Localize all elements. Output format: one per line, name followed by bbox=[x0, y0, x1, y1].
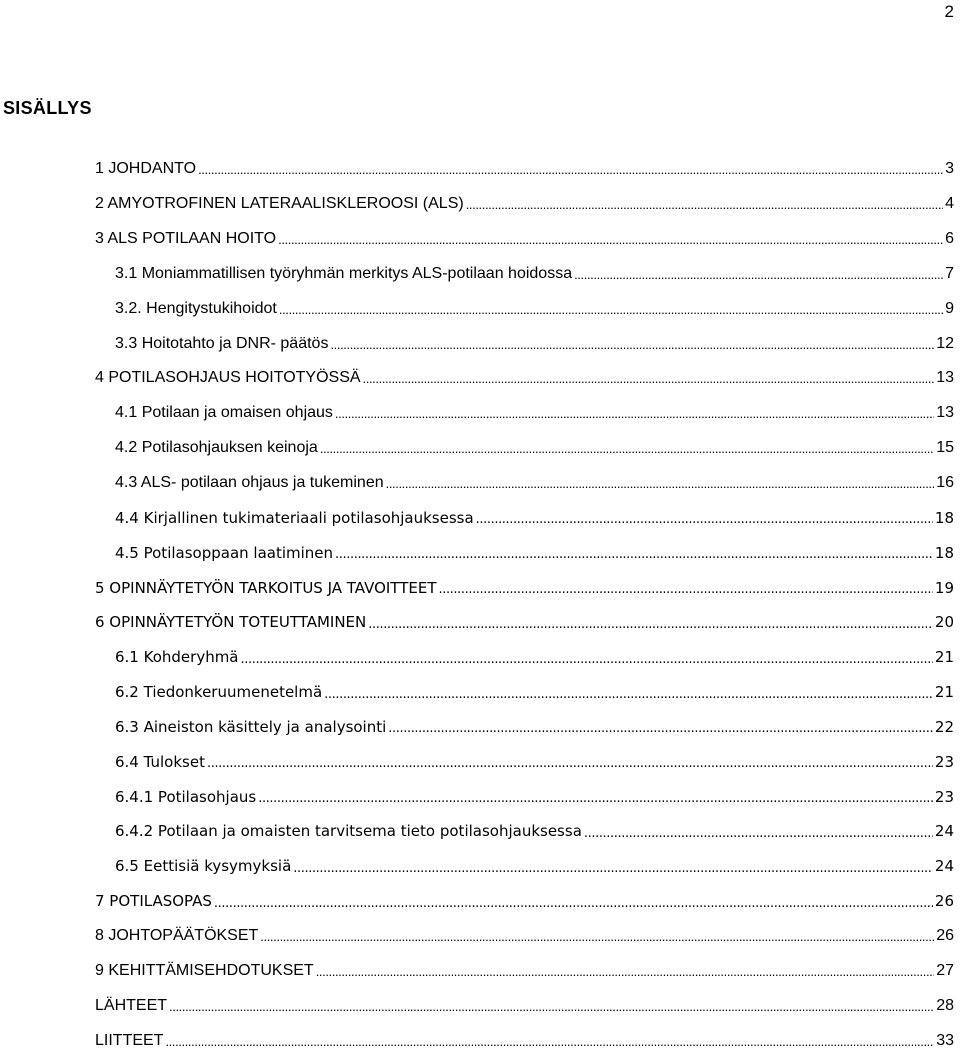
toc-dot-leader bbox=[386, 476, 935, 492]
toc-entry-page: 21 bbox=[934, 648, 954, 667]
toc-entry-title: 6.3 Aineiston käsittely ja analysointi bbox=[115, 717, 387, 736]
toc-dot-leader bbox=[278, 232, 943, 248]
toc-dot-leader bbox=[260, 929, 934, 945]
toc-entry[interactable] bbox=[0, 744, 960, 779]
toc-dot-leader bbox=[584, 825, 933, 840]
toc-dot-leader bbox=[258, 790, 933, 805]
toc-entry-page: 18 bbox=[934, 543, 954, 562]
toc-entry[interactable] bbox=[0, 884, 960, 919]
toc-entry[interactable] bbox=[0, 814, 960, 849]
toc-entry-title: 2 AMYOTROFINEN LATERAALISKLEROOSI (ALS) bbox=[95, 195, 464, 213]
toc-entry-page: 18 bbox=[934, 508, 954, 527]
toc-entry-title: 7 POTILASOPAS bbox=[95, 892, 212, 911]
toc-entry-page: 26 bbox=[936, 926, 954, 944]
toc-entry[interactable] bbox=[0, 187, 960, 222]
toc-dot-leader bbox=[279, 302, 943, 318]
toc-entry-page: 19 bbox=[934, 578, 954, 597]
toc-entry-page: 3 bbox=[945, 160, 954, 178]
toc-entry-page: 33 bbox=[936, 1031, 954, 1049]
toc-dot-leader bbox=[320, 441, 934, 457]
toc-entry[interactable] bbox=[0, 675, 960, 710]
toc-entry-page: 12 bbox=[936, 334, 954, 352]
toc-entry-page: 16 bbox=[936, 474, 954, 492]
toc-entry-title: 4.5 Potilasoppaan laatiminen bbox=[115, 543, 334, 562]
toc-entry-title: 8 JOHTOPÄÄTÖKSET bbox=[95, 926, 259, 944]
toc-entry-page: 24 bbox=[934, 857, 954, 876]
toc-entry[interactable] bbox=[0, 291, 960, 326]
toc-dot-leader bbox=[241, 651, 933, 666]
toc-entry-title: 6.4 Tulokset bbox=[115, 752, 205, 771]
table-of-contents bbox=[0, 152, 960, 1058]
toc-entry[interactable] bbox=[0, 710, 960, 745]
toc-entry[interactable] bbox=[0, 953, 960, 988]
toc-entry-page: 13 bbox=[936, 369, 954, 387]
toc-dot-leader bbox=[207, 755, 933, 770]
toc-entry-page: 20 bbox=[934, 613, 954, 632]
toc-entry[interactable] bbox=[0, 466, 960, 501]
toc-dot-leader bbox=[165, 1034, 934, 1050]
toc-entry-title: 9 KEHITTÄMISEHDOTUKSET bbox=[95, 961, 314, 979]
toc-dot-leader bbox=[335, 406, 934, 422]
toc-dot-leader bbox=[363, 371, 935, 387]
toc-entry-page: 4 bbox=[945, 195, 954, 213]
toc-entry-title: 6.1 Kohderyhmä bbox=[115, 648, 239, 667]
toc-entry-page: 26 bbox=[934, 892, 954, 911]
toc-entry-page: 6 bbox=[945, 230, 954, 248]
toc-entry-title: 4.1 Potilaan ja omaisen ohjaus bbox=[115, 404, 333, 422]
toc-entry[interactable] bbox=[0, 640, 960, 675]
toc-entry-title: 3.1 Moniammatillisen työryhmän merkitys ALS-potilaan hoidossa bbox=[115, 264, 573, 282]
toc-entry-title: 4.3 ALS- potilaan ohjaus ja tukeminen bbox=[115, 474, 384, 492]
toc-entry[interactable] bbox=[0, 222, 960, 257]
toc-entry-title: 3.3 Hoitotahto ja DNR- päätös bbox=[115, 334, 329, 352]
toc-dot-leader bbox=[316, 964, 935, 980]
toc-entry-title: 4.4 Kirjallinen tukimateriaali potilasohjauksessa bbox=[115, 508, 474, 527]
toc-entry[interactable] bbox=[0, 570, 960, 605]
toc-dot-leader bbox=[388, 720, 933, 735]
toc-entry-title: 6.4.1 Potilasohjaus bbox=[115, 787, 257, 806]
toc-entry[interactable] bbox=[0, 535, 960, 570]
toc-dot-leader bbox=[324, 686, 933, 701]
toc-entry-page: 24 bbox=[934, 822, 954, 841]
toc-dot-leader bbox=[438, 581, 932, 596]
toc-heading: SISÄLLYS bbox=[3, 98, 92, 118]
toc-entry-title: 4.2 Potilasohjauksen keinoja bbox=[115, 439, 318, 457]
toc-entry-title: 6.5 Eettisiä kysymyksiä bbox=[115, 857, 292, 876]
toc-entry[interactable] bbox=[0, 431, 960, 466]
toc-dot-leader bbox=[368, 616, 933, 631]
toc-entry-title: LIITTEET bbox=[95, 1031, 164, 1049]
toc-dot-leader bbox=[476, 511, 933, 526]
toc-entry-page: 13 bbox=[936, 404, 954, 422]
toc-entry[interactable] bbox=[0, 500, 960, 535]
toc-entry[interactable] bbox=[0, 988, 960, 1023]
toc-entry[interactable] bbox=[0, 919, 960, 954]
toc-entry-title: 6.2 Tiedonkeruumenetelmä bbox=[115, 683, 323, 702]
toc-entry-page: 7 bbox=[945, 264, 954, 282]
toc-entry[interactable] bbox=[0, 361, 960, 396]
toc-dot-leader bbox=[293, 860, 933, 875]
toc-entry-page: 22 bbox=[934, 717, 954, 736]
toc-dot-leader bbox=[169, 999, 934, 1015]
toc-entry-page: 23 bbox=[934, 752, 954, 771]
toc-entry-title: 3.2. Hengitystukihoidot bbox=[115, 299, 277, 317]
toc-entry[interactable] bbox=[0, 257, 960, 292]
toc-entry-page: 23 bbox=[934, 787, 954, 806]
toc-entry-title: 1 JOHDANTO bbox=[95, 160, 197, 178]
toc-entry-title: 6.4.2 Potilaan ja omaisten tarvitsema tieto potilasohjauksessa bbox=[115, 822, 582, 841]
toc-entry[interactable] bbox=[0, 849, 960, 884]
toc-entry[interactable] bbox=[0, 605, 960, 640]
toc-entry[interactable] bbox=[0, 1023, 960, 1058]
toc-entry-title: LÄHTEET bbox=[95, 996, 168, 1014]
toc-entry-page: 21 bbox=[934, 683, 954, 702]
toc-entry[interactable] bbox=[0, 779, 960, 814]
toc-entry-title: 3 ALS POTILAAN HOITO bbox=[95, 230, 277, 248]
toc-entry-title: 6 OPINNÄYTETYÖN TOTEUTTAMINEN bbox=[95, 613, 367, 632]
toc-entry[interactable] bbox=[0, 326, 960, 361]
toc-entry-title: 4 POTILASOHJAUS HOITOTYÖSSÄ bbox=[95, 369, 361, 387]
toc-dot-leader bbox=[214, 895, 933, 910]
toc-dot-leader bbox=[330, 337, 934, 353]
toc-entry-page: 27 bbox=[936, 961, 954, 979]
toc-dot-leader bbox=[335, 546, 933, 561]
toc-entry-page: 15 bbox=[936, 439, 954, 457]
toc-dot-leader bbox=[198, 162, 943, 178]
toc-dot-leader bbox=[466, 197, 943, 213]
toc-entry[interactable] bbox=[0, 152, 960, 187]
toc-dot-leader bbox=[574, 267, 943, 283]
toc-entry-page: 28 bbox=[936, 996, 954, 1014]
page-number: 2 bbox=[944, 2, 954, 21]
toc-entry[interactable] bbox=[0, 396, 960, 431]
toc-entry-title: 5 OPINNÄYTETYÖN TARKOITUS JA TAVOITTEET bbox=[95, 578, 437, 597]
toc-entry-page: 9 bbox=[945, 299, 954, 317]
